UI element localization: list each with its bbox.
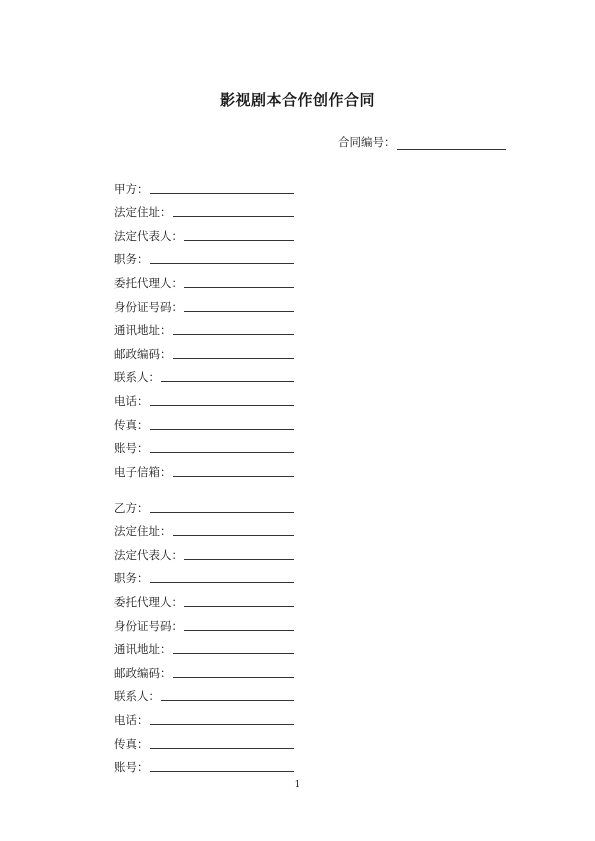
field-label: 联系人： — [114, 689, 160, 704]
contract-number-label: 合同编号： — [338, 135, 396, 149]
party-b-fax-field — [114, 728, 294, 752]
party-a-phone-field — [114, 385, 294, 409]
field-blank — [173, 666, 295, 678]
field-blank — [150, 252, 295, 264]
field-label: 通讯地址： — [114, 323, 172, 338]
field-label: 邮政编码： — [114, 346, 172, 361]
document-title: 影视剧本合作创作合同 — [219, 91, 375, 109]
field-label: 法定住址： — [114, 524, 172, 539]
party-a-email-field — [114, 456, 294, 480]
field-blank — [150, 182, 295, 194]
field-label: 甲方： — [114, 181, 149, 196]
page-number: 1 — [294, 780, 301, 790]
field-blank — [184, 595, 294, 607]
field-label: 通讯地址： — [114, 642, 172, 657]
field-blank — [173, 465, 295, 477]
contract-number-blank — [397, 137, 506, 150]
party-b-contact-field — [114, 681, 294, 705]
field-label: 电话： — [114, 393, 149, 408]
field-blank — [173, 347, 295, 359]
field-label: 账号： — [114, 441, 149, 456]
field-blank — [173, 205, 295, 217]
field-label: 法定代表人： — [114, 228, 183, 243]
field-blank — [184, 276, 294, 288]
party-a-name-field — [114, 173, 294, 197]
party-b-legal-rep-field — [114, 539, 294, 563]
party-b-agent-field — [114, 586, 294, 610]
party-b-postal-code-field — [114, 657, 294, 681]
field-label: 职务： — [114, 571, 149, 586]
field-blank — [150, 760, 295, 772]
party-a-account-field — [114, 433, 294, 457]
field-label: 账号： — [114, 760, 149, 775]
field-label: 委托代理人： — [114, 275, 183, 290]
party-a-address-field — [114, 197, 294, 221]
field-label: 传真： — [114, 736, 149, 751]
field-label: 邮政编码： — [114, 665, 172, 680]
party-a-postal-code-field — [114, 338, 294, 362]
field-blank — [173, 642, 295, 654]
field-blank — [150, 713, 295, 725]
field-label: 联系人： — [114, 370, 160, 385]
party-a-fax-field — [114, 409, 294, 433]
field-label: 法定住址： — [114, 205, 172, 220]
field-label: 法定代表人： — [114, 547, 183, 562]
field-blank — [184, 619, 294, 631]
party-b-mailing-address-field — [114, 634, 294, 658]
field-blank — [161, 370, 294, 382]
party-b-name-field — [114, 492, 294, 516]
field-blank — [150, 441, 295, 453]
party-a-contact-field — [114, 362, 294, 386]
field-blank — [150, 394, 295, 406]
field-label: 电子信箱： — [114, 464, 172, 479]
field-label: 身份证号码： — [114, 618, 183, 633]
field-label: 身份证号码： — [114, 299, 183, 314]
field-label: 传真： — [114, 417, 149, 432]
party-b-address-field — [114, 516, 294, 540]
party-a-mailing-address-field — [114, 315, 294, 339]
party-a-position-field — [114, 244, 294, 268]
field-blank — [150, 571, 295, 583]
party-b-phone-field — [114, 704, 294, 728]
field-label: 委托代理人： — [114, 594, 183, 609]
party-a-section — [114, 173, 294, 480]
field-blank — [150, 501, 295, 513]
field-label: 乙方： — [114, 500, 149, 515]
party-b-position-field — [114, 563, 294, 587]
field-blank — [173, 323, 295, 335]
contract-number-row — [338, 134, 506, 150]
field-label: 电话： — [114, 712, 149, 727]
party-a-legal-rep-field — [114, 220, 294, 244]
party-a-agent-field — [114, 267, 294, 291]
field-blank — [161, 689, 294, 701]
field-blank — [184, 229, 294, 241]
party-a-id-number-field — [114, 291, 294, 315]
field-blank — [173, 524, 295, 536]
field-blank — [184, 300, 294, 312]
party-b-id-number-field — [114, 610, 294, 634]
field-label: 职务： — [114, 252, 149, 267]
party-b-section — [114, 492, 294, 775]
field-blank — [184, 548, 294, 560]
party-b-account-field — [114, 752, 294, 776]
field-blank — [150, 418, 295, 430]
field-blank — [150, 737, 295, 749]
